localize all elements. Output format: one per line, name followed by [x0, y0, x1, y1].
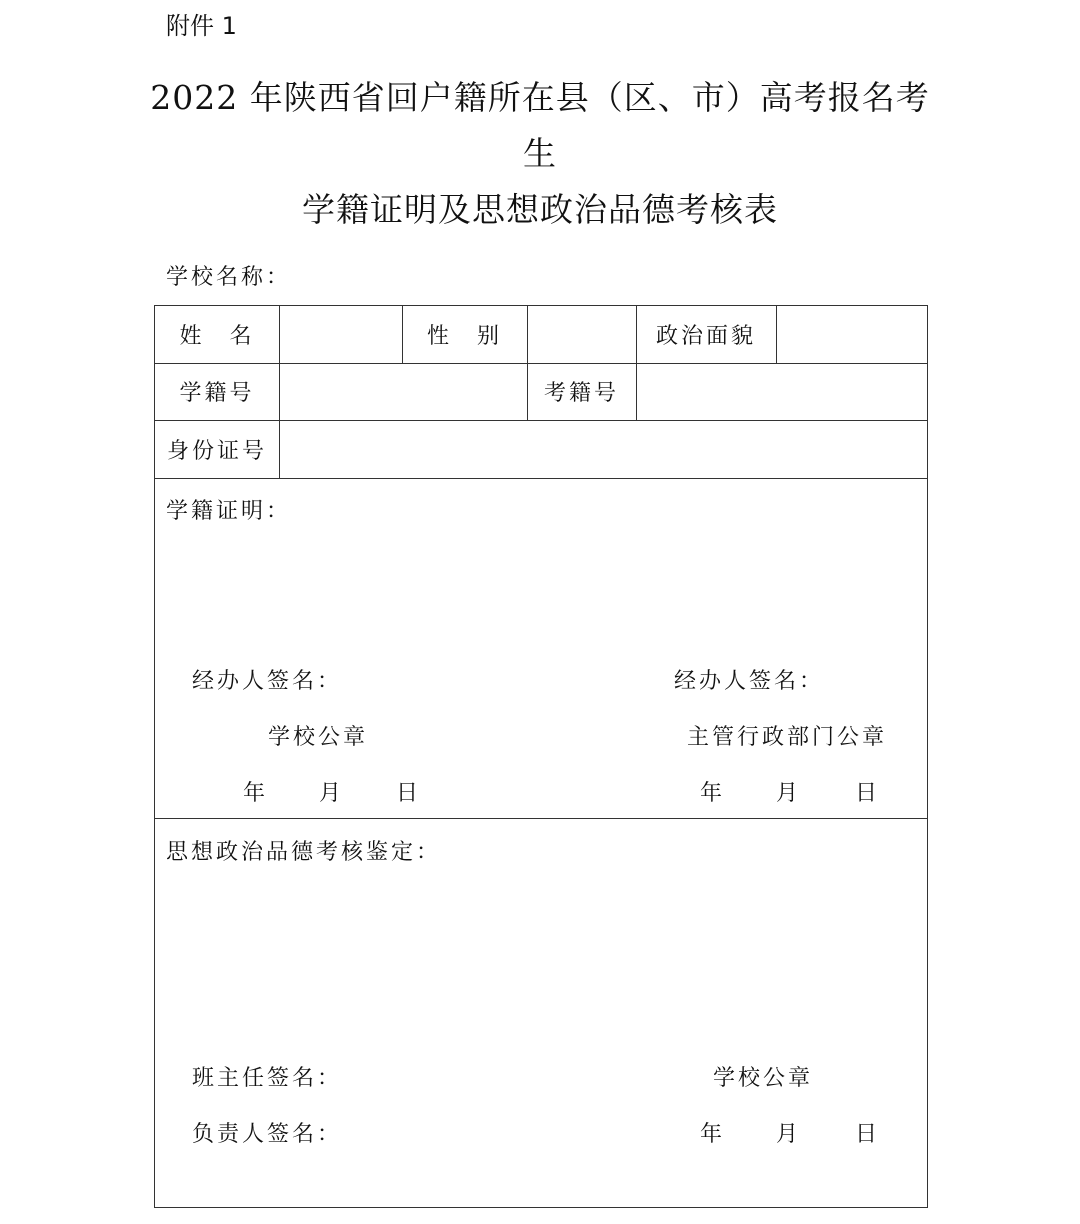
document-title-line1: 2022 年陕西省回户籍所在县（区、市）高考报名考 — [150, 78, 930, 117]
assessment-form-table — [154, 305, 928, 1208]
date-month: 月 — [776, 1122, 802, 1147]
row-divider — [155, 818, 927, 819]
school-seal: 学校公章 — [268, 725, 369, 750]
date-year: 年 — [243, 781, 269, 806]
row-divider — [155, 478, 927, 479]
gender-field[interactable] — [527, 306, 636, 363]
gender-label: 性 别 — [426, 324, 502, 349]
document-title-line2: 生 — [523, 134, 557, 173]
responsible-sign: 负责人签名： — [192, 1122, 343, 1147]
exam-id-label: 考籍号 — [543, 381, 619, 406]
date-day: 日 — [396, 781, 422, 806]
handler-sign-right: 经办人签名： — [674, 669, 825, 694]
enrollment-cert-label: 学籍证明： — [166, 499, 292, 524]
date-month: 月 — [776, 781, 802, 806]
handler-sign-left: 经办人签名： — [192, 669, 343, 694]
student-id-field[interactable] — [279, 363, 527, 420]
school-seal: 学校公章 — [713, 1066, 814, 1091]
moral-eval-label: 思想政治品德考核鉴定： — [166, 840, 442, 865]
date-day: 日 — [855, 1122, 881, 1147]
political-status-field[interactable] — [776, 306, 927, 363]
id-card-label: 身份证号 — [166, 438, 267, 464]
attachment-label: 附件 1 — [166, 12, 237, 40]
date-year: 年 — [700, 781, 726, 806]
school-name-label: 学校名称： — [166, 265, 292, 290]
document-title-line3: 学籍证明及思想政治品德考核表 — [302, 190, 778, 229]
political-status-label: 政治面貌 — [655, 324, 756, 349]
date-year: 年 — [700, 1122, 726, 1147]
student-id-label: 学籍号 — [179, 381, 255, 406]
head-teacher-sign: 班主任签名： — [192, 1066, 343, 1091]
name-label: 姓 名 — [179, 324, 255, 349]
id-card-field[interactable] — [279, 420, 927, 478]
authority-seal: 主管行政部门公章 — [687, 725, 888, 750]
exam-id-field[interactable] — [636, 363, 927, 420]
date-month: 月 — [319, 781, 345, 806]
date-day: 日 — [855, 781, 881, 806]
name-field[interactable] — [279, 306, 402, 363]
